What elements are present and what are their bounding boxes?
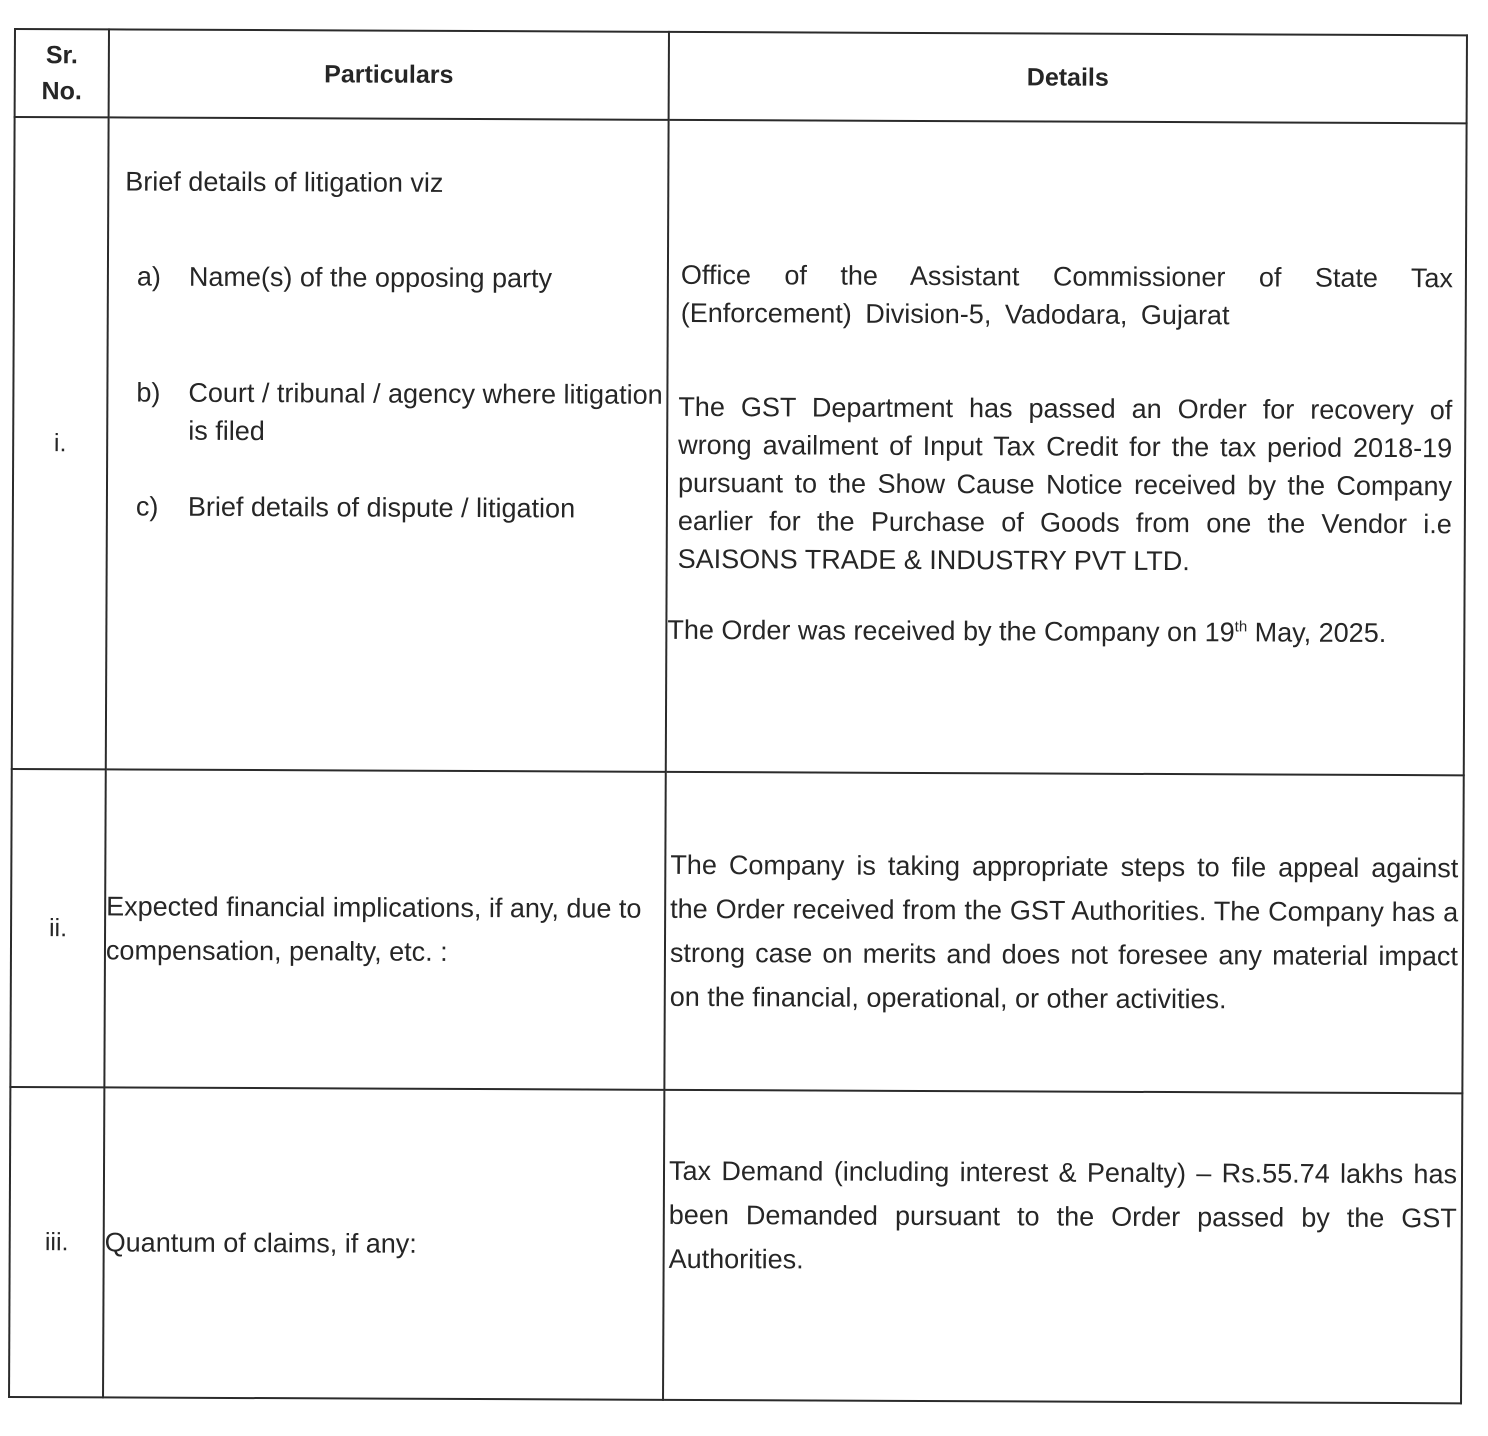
particulars-cell: Quantum of claims, if any: bbox=[103, 1087, 664, 1399]
header-details: Details bbox=[669, 32, 1467, 123]
order-received-date bbox=[667, 606, 1463, 652]
header-sr-no bbox=[15, 29, 109, 117]
received-prefix: The Order was received by the Company on 19 bbox=[667, 614, 1235, 648]
litigation-intro: Brief details of litigation viz bbox=[125, 166, 444, 198]
header-particulars: Particulars bbox=[109, 29, 669, 119]
details-cell bbox=[664, 772, 1463, 1093]
opposing-party-detail: Office of the Assistant Commissioner of State Tax (Enforcement) Division-5, Vadodara, Gujarat bbox=[680, 259, 1453, 331]
financial-implication-detail: The Company is taking appropriate steps to file appeal against the Order received from the GST Authorities. The Company has a strong case on merits and does not foresee any material impact on the financial, operational, or other activities. bbox=[669, 849, 1459, 1015]
item-label: b) bbox=[136, 377, 161, 408]
sr-cell: iii. bbox=[9, 1087, 104, 1397]
item-text: Name(s) of the opposing party bbox=[188, 261, 553, 294]
header-row bbox=[15, 29, 1467, 123]
details-cell bbox=[666, 120, 1467, 775]
particular-item-b bbox=[136, 374, 666, 452]
table-row bbox=[9, 1087, 1462, 1403]
table-row bbox=[12, 117, 1467, 775]
received-ordinal: th bbox=[1234, 618, 1248, 636]
details-cell bbox=[663, 1090, 1462, 1403]
particular-item-c bbox=[136, 488, 666, 528]
header-sr-no-text: Sr. No. bbox=[41, 40, 82, 106]
table-row bbox=[10, 769, 1463, 1093]
item-label: a) bbox=[136, 261, 161, 292]
quantum-claims-detail: Tax Demand (including interest & Penalty) – Rs.55.74 lakhs has been Demanded pursuant to the Order passed by the GST Authorities. bbox=[668, 1155, 1458, 1275]
sr-cell: ii. bbox=[10, 769, 105, 1087]
litigation-details-table bbox=[8, 28, 1468, 1404]
particulars-cell bbox=[106, 117, 669, 771]
dispute-detail: The GST Department has passed an Order for recovery of wrong availment of Input Tax Credit for the tax period 2018-19 pursuant to the Show Cause Notice received by the Company earlier for the Purchase of Goods from one the Vendor i.e SAISONS TRADE & INDUSTRY PVT LTD. bbox=[677, 391, 1453, 577]
received-suffix: May, 2025. bbox=[1247, 617, 1387, 648]
sr-cell: i. bbox=[12, 117, 109, 769]
item-text: Brief details of dispute / litigation bbox=[187, 491, 576, 524]
particular-item-a bbox=[137, 258, 667, 298]
particulars-cell: Expected financial implications, if any, due to compensation, penalty, etc. : bbox=[104, 769, 665, 1089]
item-text: Court / tribunal / agency where litigation is filed bbox=[188, 377, 663, 447]
item-label: c) bbox=[135, 491, 159, 522]
